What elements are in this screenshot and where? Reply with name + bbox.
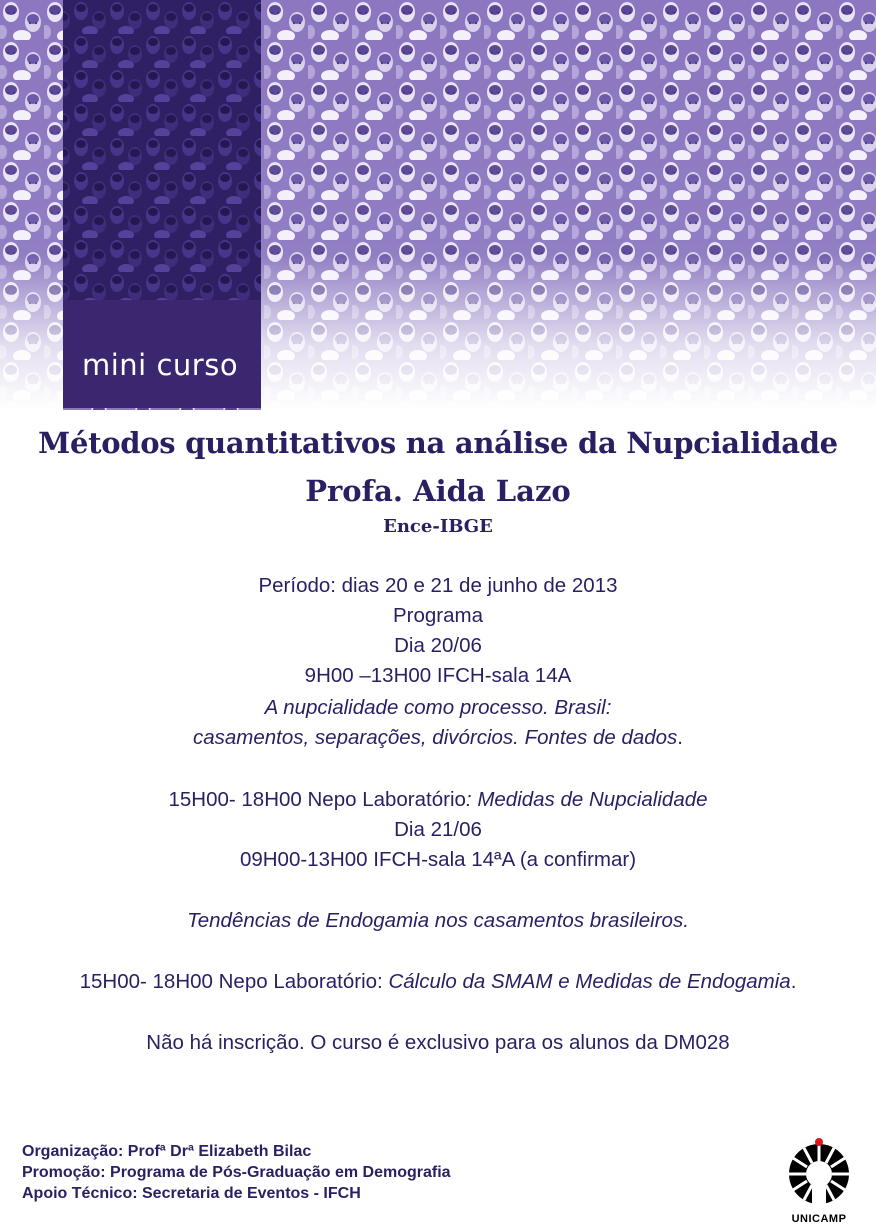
day1-afternoon-time: 15H00- 18H00 Nepo Laboratório <box>168 788 466 811</box>
enrollment-notice: Não há inscrição. O curso é exclusivo para os alunos da DM028 <box>146 1031 730 1054</box>
day1-morning-session: 9H00 –13H00 IFCH-sala 14A <box>304 664 572 687</box>
speaker-institution: Ence-IBGE <box>383 516 493 537</box>
day1-topic-line2 <box>0 726 876 750</box>
day1-label: Dia 20/06 <box>394 634 482 657</box>
day2-afternoon-time: 15H00- 18H00 Nepo Laboratório: <box>79 970 389 993</box>
day2-afternoon-period: . <box>790 970 797 993</box>
day2-afternoon-topic: Cálculo da SMAM e Medidas de Endogamia <box>388 970 791 993</box>
day1-topic-line2-text: casamentos, separações, divórcios. Fontes de dados <box>193 726 678 749</box>
day1-afternoon-topic: : Medidas de Nupcialidade <box>465 788 708 811</box>
speaker-name: Profa. Aida Lazo <box>305 474 571 508</box>
period-text: Período: dias 20 e 21 de junho de 2013 <box>258 574 618 597</box>
day1-topic-line2-period: . <box>677 726 683 749</box>
footer-credits <box>22 1141 451 1204</box>
day2-morning-session: 09H00-13H00 IFCH-sala 14ªA (a confirmar) <box>239 848 637 871</box>
mini-curso-label: mini curso <box>82 348 239 382</box>
day1-topic-line1: A nupcialidade como processo. Brasil: <box>264 696 612 719</box>
day2-label: Dia 21/06 <box>394 818 482 841</box>
unicamp-logo-text: UNICAMP <box>791 1213 847 1225</box>
program-label: Programa <box>392 604 483 627</box>
day1-afternoon-session <box>0 788 876 812</box>
footer-support: Apoio Técnico: Secretaria de Eventos - IFCH <box>22 1185 361 1202</box>
course-title: Métodos quantitativos na análise da Nupcialidade <box>38 426 838 460</box>
footer-promotion: Promoção: Programa de Pós-Graduação em Demografia <box>22 1164 451 1181</box>
day2-afternoon-session <box>0 970 876 994</box>
day2-topic: Tendências de Endogamia nos casamentos brasileiros. <box>187 909 689 932</box>
footer-organization: Organização: Profª Drª Elizabeth Bilac <box>22 1143 312 1160</box>
